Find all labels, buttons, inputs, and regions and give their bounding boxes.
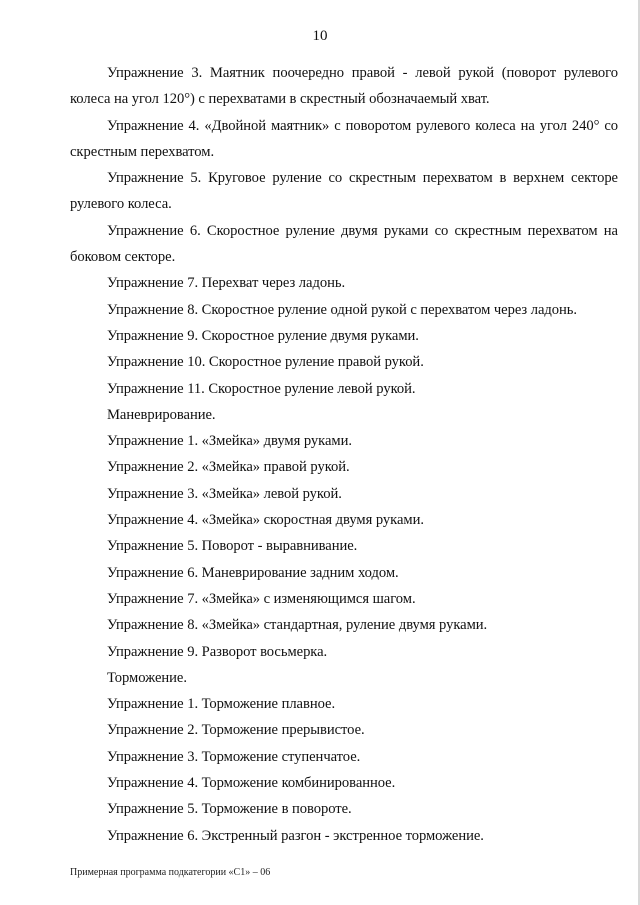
- paragraph: Упражнение 9. Разворот восьмерка.: [107, 643, 328, 660]
- paragraph: Упражнение 1. Торможение плавное.: [107, 696, 336, 713]
- paragraph: Упражнение 10. Скоростное руление правой рукой.: [107, 354, 424, 371]
- paragraph: Упражнение 9. Скоростное руление двумя руками.: [107, 327, 419, 344]
- page-body: [70, 60, 618, 849]
- paragraph: Упражнение 6. Скоростное руление двумя руками со скрестным перехватом на боковом секторе.: [70, 222, 618, 266]
- paragraph: Упражнение 4. «Двойной маятник» с поворотом рулевого колеса на угол 240° со скрестным перехватом.: [70, 117, 618, 160]
- paragraph: Упражнение 7. «Змейка» с изменяющимся шагом.: [107, 590, 416, 607]
- page-footer: Примерная программа подкатегории «С1» – 06: [70, 867, 271, 878]
- paragraph: Упражнение 2. «Змейка» правой рукой.: [107, 459, 350, 476]
- paragraph: Упражнение 11. Скоростное руление левой рукой.: [107, 380, 416, 397]
- paragraph: Упражнение 8. «Змейка» стандартная, руление двумя руками.: [107, 617, 488, 634]
- paragraph: Упражнение 6. Маневрирование задним ходом.: [107, 564, 399, 581]
- page-number: 10: [312, 28, 328, 44]
- paragraph: Упражнение 8. Скоростное руление одной рукой с перехватом через ладонь.: [107, 301, 577, 318]
- paragraph: Упражнение 4. Торможение комбинированное.: [107, 775, 396, 792]
- section-heading-maneuvering: Маневрирование.: [107, 406, 216, 423]
- section-heading-braking: Торможение.: [107, 669, 187, 686]
- paragraph: Упражнение 2. Торможение прерывистое.: [107, 722, 365, 739]
- paragraph: Упражнение 4. «Змейка» скоростная двумя руками.: [107, 512, 424, 529]
- paragraph: Упражнение 5. Торможение в повороте.: [107, 801, 352, 818]
- paragraph: Упражнение 6. Экстренный разгон - экстренное торможение.: [107, 827, 484, 844]
- paragraph: Упражнение 3. Маятник поочередно правой - левой рукой (поворот рулевого колеса на угол 120°) с перехватами в скрестный обозначаемый хват.: [70, 65, 618, 108]
- paragraph: Упражнение 3. Торможение ступенчатое.: [107, 748, 361, 765]
- paragraph: Упражнение 1. «Змейка» двумя руками.: [107, 433, 352, 450]
- paragraph: Упражнение 7. Перехват через ладонь.: [107, 275, 346, 292]
- paragraph: Упражнение 5. Круговое руление со скрестным перехватом в верхнем секторе рулевого колеса.: [70, 170, 618, 213]
- paragraph: Упражнение 3. «Змейка» левой рукой.: [107, 485, 342, 502]
- paragraph: Упражнение 5. Поворот - выравнивание.: [107, 538, 358, 555]
